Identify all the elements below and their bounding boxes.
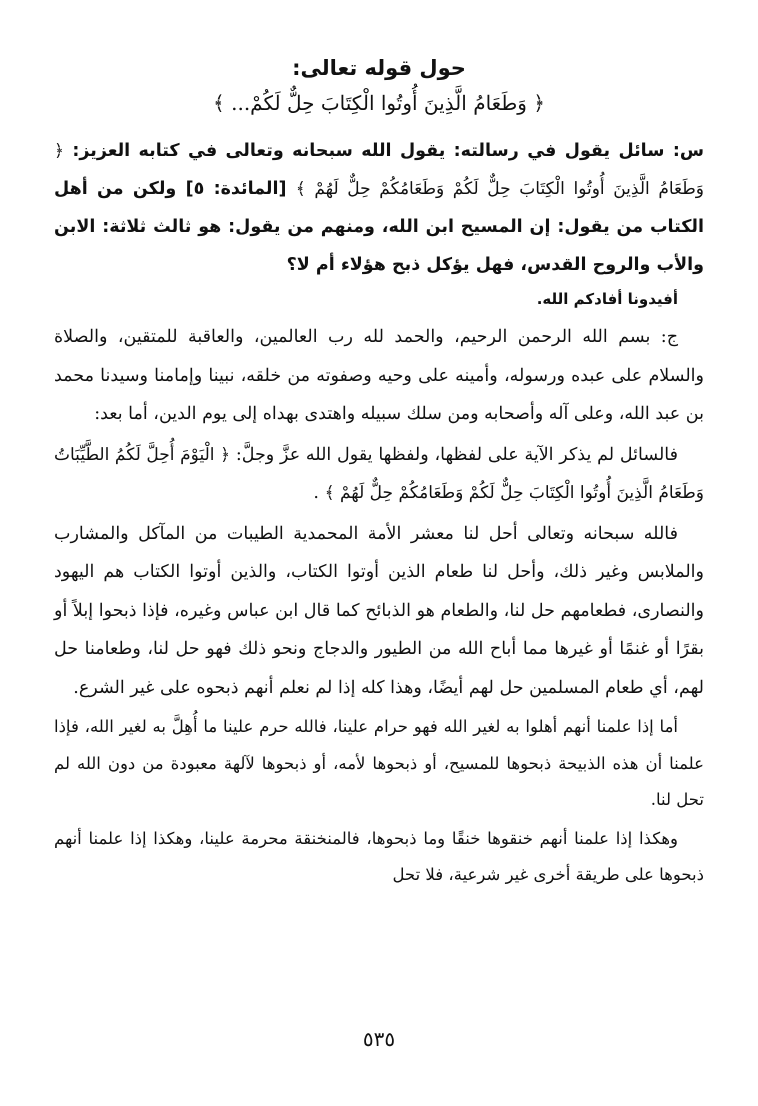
answer-paragraph-4: أما إذا علمنا أنهم أهلوا به لغير الله فهو حرام علينا، فالله حرم علينا ما أُهِلَّ به لغير الله، فإذا علمنا أن هذه الذبيحة ذبحوها للمسيح، أو ذبحوها لأمه، أو ذبحوها لآلهة معبودة من دون الله لم تحل لنا. <box>54 717 704 809</box>
answer-paragraph-2 <box>54 436 704 513</box>
title-verse: ﴿ وَطَعَامُ الَّذِينَ أُوتُوا الْكِتَابَ حِلٌّ لَكُمْ... ﴾ <box>213 91 545 115</box>
question-request: أفيدونا أفادكم الله. <box>536 290 678 308</box>
question-paragraph <box>54 132 704 284</box>
question-verse: ﴿ وَطَعَامُ الَّذِينَ أُوتُوا الْكِتَابَ حِلٌّ لَكُمْ وَطَعَامُكُمْ حِلٌّ لَهُمْ ﴾ <box>54 141 704 199</box>
question-intro: س: سائل يقول في رسالته: يقول الله سبحانه وتعالى في كتابه العزيز: <box>72 141 704 161</box>
document-page <box>54 50 704 894</box>
answer-paragraph-5: وهكذا إذا علمنا أنهم خنقوها خنقًا وما ذبحوها، فالمنخنقة محرمة علينا، وهكذا إذا علمنا أنهم ذبحوها على طريقة أخرى غير شرعية، فلا تحل <box>54 828 704 884</box>
page-number: ٥٣٥ <box>362 1027 396 1051</box>
answer-paragraph-2-end: . <box>313 483 319 503</box>
answer-paragraph-2-text: فالسائل لم يذكر الآية على لفظها، ولفظها يقول الله عزَّ وجلَّ: <box>235 444 678 465</box>
answer-verse: ﴿ الْيَوْمَ أُحِلَّ لَكُمُ الطَّيِّبَاتُ وَطَعَامُ الَّذِينَ أُوتُوا الْكِتَابَ حِلٌّ لَكُمْ وَطَعَامُكُمْ حِلٌّ لَهُمْ ﴾ <box>54 444 704 503</box>
answer-paragraph-3: فالله سبحانه وتعالى أحل لنا معشر الأمة المحمدية الطيبات من المآكل والمشارب والملابس وغير ذلك، وأحل لنا طعام الذين أوتوا الكتاب، والذين أوتوا الكتاب هم اليهود والنصارى، فطعامهم حل لنا، والطعام هو الذبائح كما قال ابن عباس وغيره، فإذا ذبحوا إبلاً أو بقرًا أو غنمًا أو غيرها مما أباح الله من الطيور والدجاج ونحو ذلك فهو حل لنا، وطعامنا حل لهم، أي طعام المسلمين حل لهم أيضًا، وهذا كله إذا لم نعلم أنهم ذبحوه على غير الشرع. <box>54 523 704 698</box>
section-title: حول قوله تعالى: <box>292 56 466 80</box>
question-continuation: [المائدة: ٥] ولكن من أهل الكتاب من يقول: إن المسيح ابن الله، ومنهم من يقول: هو ثالث ثلاثة: الابن والأب والروح القدس، فهل يؤكل ذبح هؤلاء أم لا؟ <box>54 179 704 275</box>
answer-paragraph-1: ج: بسم الله الرحمن الرحيم، والحمد لله رب العالمين، والعاقبة للمتقين، والصلاة والسلام على عبده ورسوله، وأمينه على وحيه وصفوته من خلقه، نبينا وإمامنا وسيدنا محمد بن عبد الله، وعلى آله وأصحابه ومن سلك سبيله واهتدى بهداه إلى يوم الدين، أما بعد: <box>54 327 704 424</box>
